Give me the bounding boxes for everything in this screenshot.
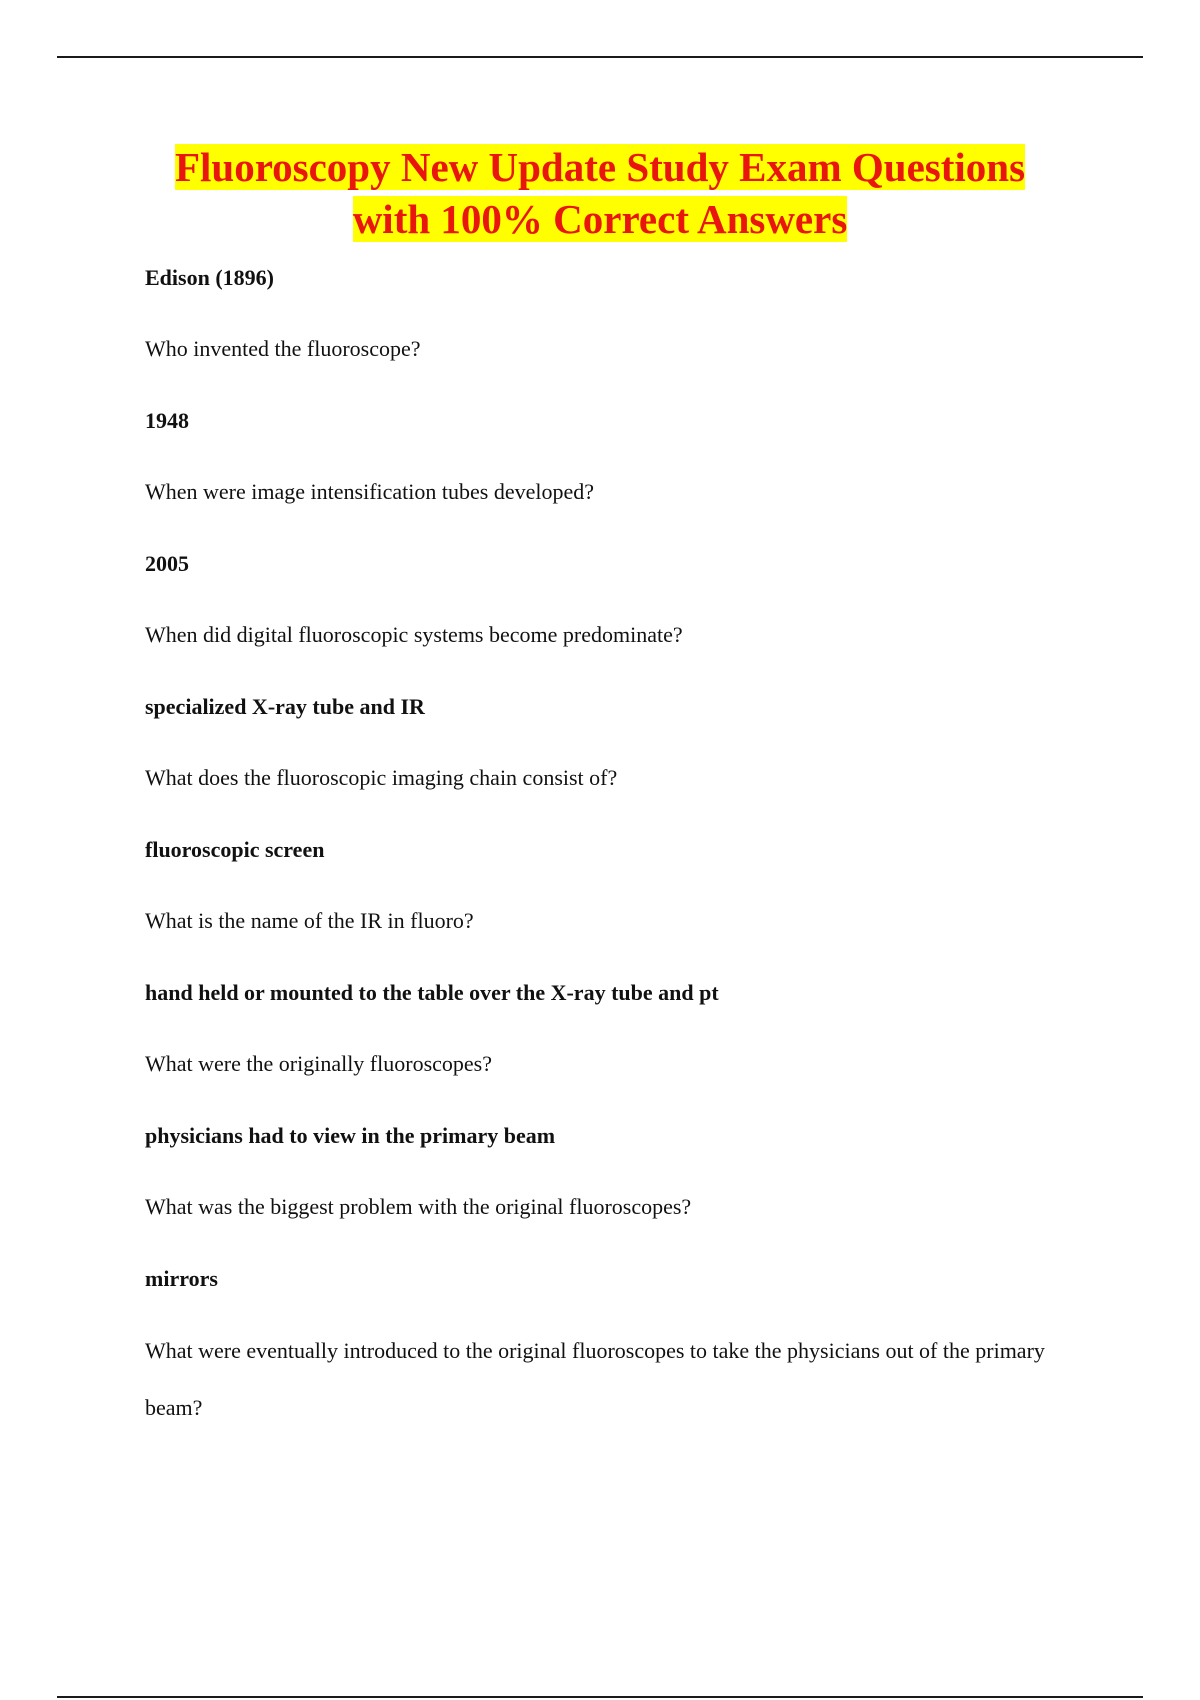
question-text: What were eventually introduced to the original fluoroscopes to take the physicians out of the primary beam? [145,1338,1045,1420]
answer-text: mirrors [145,1266,218,1291]
question-text: What does the fluoroscopic imaging chain consist of? [145,765,618,790]
question-text: When did digital fluoroscopic systems become predominate? [145,622,683,647]
answer-text: fluoroscopic screen [145,837,325,862]
document-title [100,141,1100,245]
question-text: What were the originally fluoroscopes? [145,1051,492,1076]
qa-item [145,407,1075,506]
qa-item [145,1265,1075,1436]
answer-text: 1948 [145,408,189,433]
qa-item [145,979,1075,1078]
answer-text: physicians had to view in the primary beam [145,1123,556,1148]
question-text: What is the name of the IR in fluoro? [145,908,474,933]
qa-item [145,1122,1075,1221]
question-text: When were image intensification tubes developed? [145,479,594,504]
footer-rule [57,1696,1143,1698]
header-rule [57,56,1143,58]
answer-text: hand held or mounted to the table over the X-ray tube and pt [145,980,719,1005]
title-line-1: Fluoroscopy New Update Study Exam Questions [174,144,1026,190]
question-text: What was the biggest problem with the original fluoroscopes? [145,1194,692,1219]
answer-text: 2005 [145,551,189,576]
qa-item [145,264,1075,363]
qa-item [145,836,1075,935]
qa-item [145,693,1075,792]
qa-list [145,264,1075,1480]
answer-text: Edison (1896) [145,265,274,290]
question-text: Who invented the fluoroscope? [145,336,421,361]
title-line-2: with 100% Correct Answers [352,196,848,242]
qa-item [145,550,1075,649]
answer-text: specialized X-ray tube and IR [145,694,425,719]
